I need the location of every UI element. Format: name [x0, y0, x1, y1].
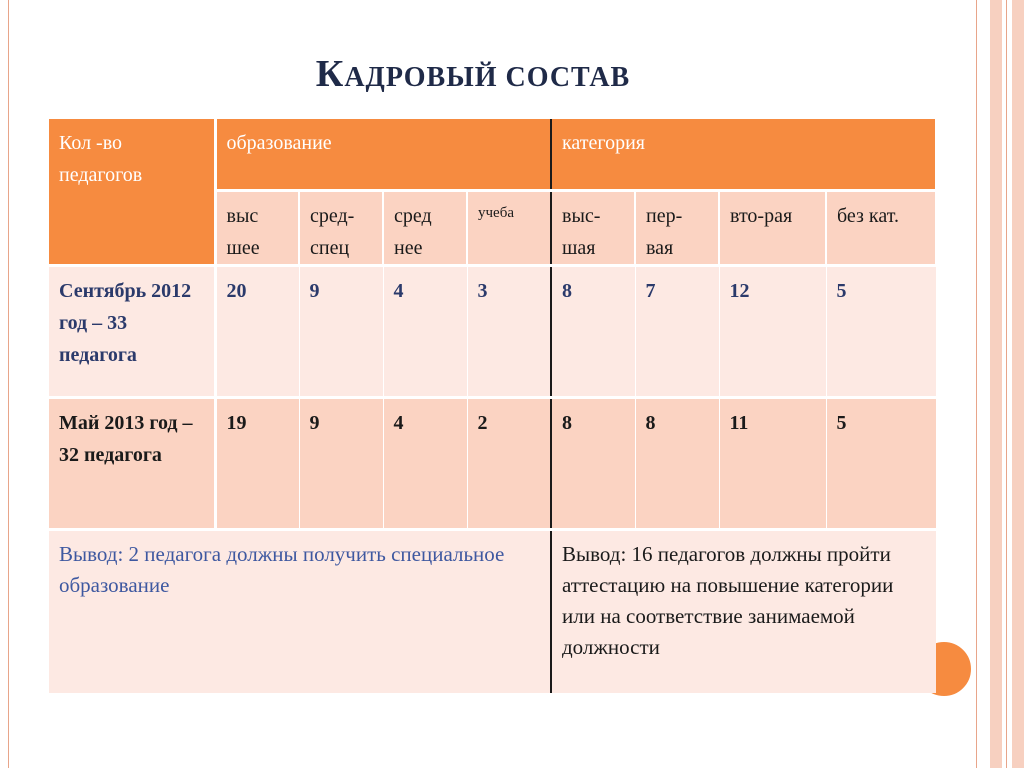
subheader-cell: выс-шая: [551, 190, 635, 265]
subheader-cell: сред-спец: [299, 190, 383, 265]
table-cell: 5: [826, 397, 936, 529]
frame-right-line: [976, 0, 977, 768]
header-row: [49, 119, 936, 190]
table-cell: 9: [299, 397, 383, 529]
table-cell: 12: [719, 265, 826, 397]
table-row: [49, 265, 936, 397]
table-cell: 8: [551, 265, 635, 397]
frame-right-band: [990, 0, 1002, 768]
table-cell: 8: [551, 397, 635, 529]
table-cell: 20: [215, 265, 299, 397]
conclusion-education: Вывод: 2 педагога должны получить специальное образование: [49, 529, 551, 693]
header-count: Кол -во педагогов: [49, 119, 215, 265]
title-first-letter: К: [315, 53, 345, 95]
row-label: Май 2013 год – 32 педагога: [49, 397, 215, 529]
frame-right-band: [1012, 0, 1024, 768]
row-label: Сентябрь 2012 год – 33 педагога: [49, 265, 215, 397]
table-cell: 8: [635, 397, 719, 529]
table-cell: 7: [635, 265, 719, 397]
conclusion-row: [49, 529, 936, 693]
subheader-cell: учеба: [467, 190, 551, 265]
subheader-cell: сред нее: [383, 190, 467, 265]
table-cell: 19: [215, 397, 299, 529]
conclusion-category: Вывод: 16 педагогов должны пройти аттестацию на повышение категории или на соответствие занимаемой должности: [551, 529, 936, 693]
table-cell: 4: [383, 265, 467, 397]
table-cell: 5: [826, 265, 936, 397]
staff-table: [49, 119, 937, 693]
frame-left-line: [8, 0, 9, 768]
table-cell: 3: [467, 265, 551, 397]
slide-title: [0, 52, 946, 96]
title-rest: АДРОВЫЙ СОСТАВ: [344, 62, 631, 93]
subheader-cell: вто-рая: [719, 190, 826, 265]
table-cell: 11: [719, 397, 826, 529]
subheader-cell: без кат.: [826, 190, 936, 265]
table-row: [49, 397, 936, 529]
header-education: образование: [215, 119, 551, 190]
subheader-cell: выс шее: [215, 190, 299, 265]
frame-right-line: [1006, 0, 1007, 768]
subheader-cell: пер-вая: [635, 190, 719, 265]
table-cell: 4: [383, 397, 467, 529]
table-cell: 9: [299, 265, 383, 397]
header-category: категория: [551, 119, 936, 190]
table-cell: 2: [467, 397, 551, 529]
